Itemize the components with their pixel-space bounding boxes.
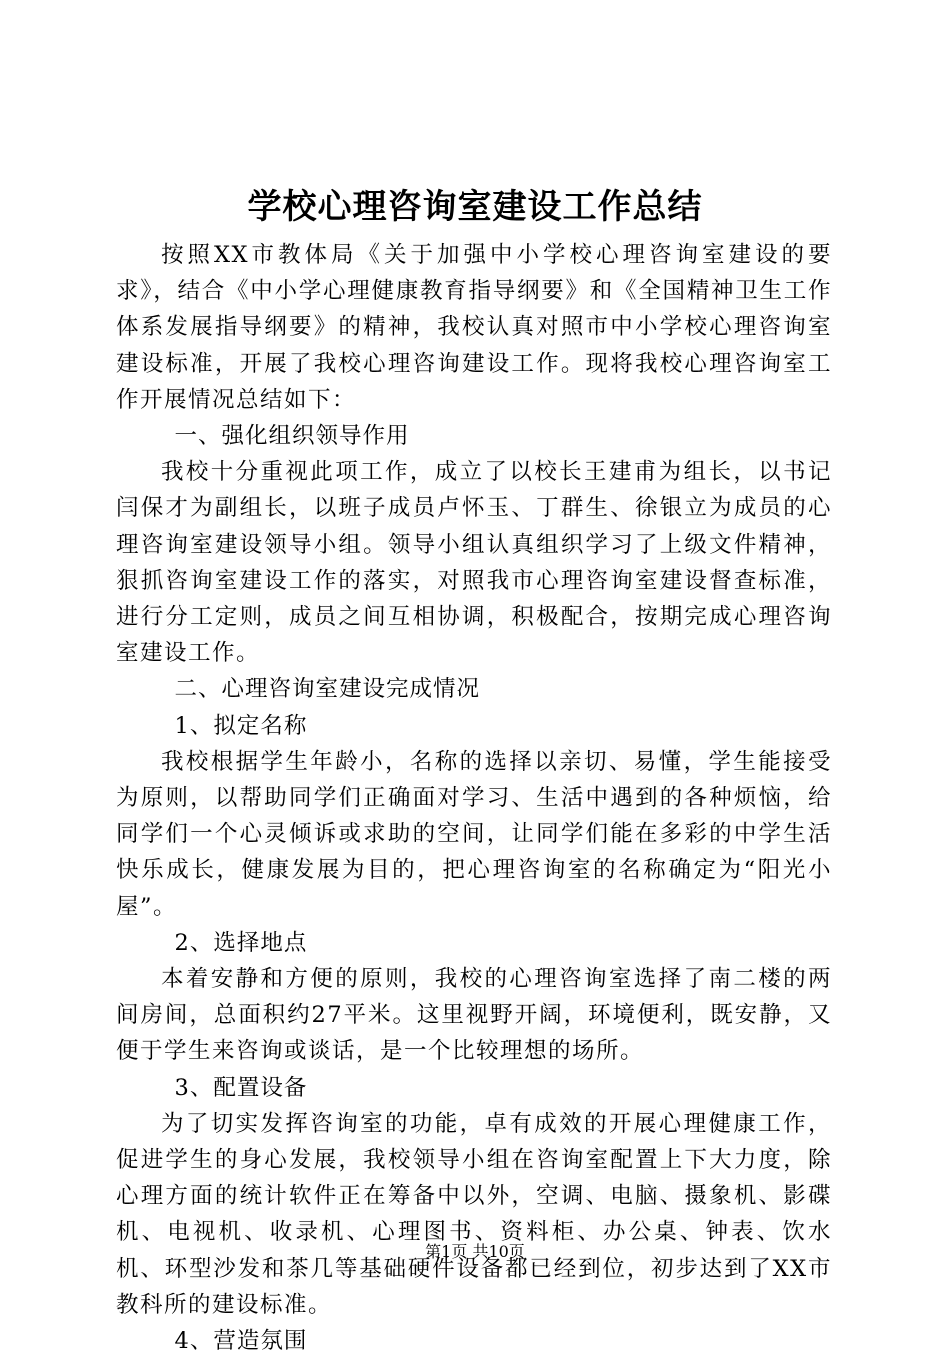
subsection-1-paragraph: 我校根据学生年龄小，名称的选择以亲切、易懂，学生能接受为原则，以帮助同学们正确面对学习、生活中遇到的各种烦恼，给同学们一个心灵倾诉或求助的空间，让同学们能在多彩的中学生活快乐成长，健康发展为目的，把心理咨询室的名称确定为“阳光小屋”。 — [116, 748, 832, 920]
subsection-heading-4: 4、营造氛围 — [174, 1328, 308, 1355]
subsection-heading-1: 1、拟定名称 — [174, 712, 308, 739]
subsection-heading-2: 2、选择地点 — [174, 929, 308, 956]
document-body — [116, 237, 832, 1359]
subsection-2-paragraph: 本着安静和方便的原则，我校的心理咨询室选择了南二楼的两间房间，总面积约27平米。这里视野开阔，环境便利，既安静，又便于学生来咨询或谈话，是一个比较理想的场所。 — [116, 966, 832, 1065]
page-number-footer: 第1页 共10页 — [425, 1242, 525, 1261]
subsection-3-paragraph: 为了切实发挥咨询室的功能，卓有成效的开展心理健康工作，促进学生的身心发展，我校领导小组在咨询室配置上下大力度，除心理方面的统计软件正在筹备中以外，空调、电脑、摄象机、影碟机、电视机、收录机、心理图书、资料柜、办公桌、钟表、饮水机、环型沙发和茶几等基础硬件设备都已经到位，初步达到了XX市教科所的建设标准。 — [116, 1110, 832, 1318]
section-heading-1: 一、强化组织领导作用 — [174, 423, 410, 450]
subsection-heading-3: 3、配置设备 — [174, 1074, 308, 1101]
document-title: 学校心理咨询室建设工作总结 — [247, 187, 703, 227]
section-heading-2: 二、心理咨询室建设完成情况 — [174, 676, 481, 703]
intro-paragraph: 按照XX市教体局《关于加强中小学校心理咨询室建设的要求》，结合《中小学心理健康教育指导纲要》和《全国精神卫生工作体系发展指导纲要》的精神，我校认真对照市中小学校心理咨询室建设标准，开展了我校心理咨询建设工作。现将我校心理咨询室工作开展情况总结如下： — [116, 242, 832, 413]
section-1-paragraph: 我校十分重视此项工作，成立了以校长王建甫为组长，以书记闫保才为副组长，以班子成员卢怀玉、丁群生、徐银立为成员的心理咨询室建设领导小组。领导小组认真组织学习了上级文件精神，狠抓咨询室建设工作的落实，对照我市心理咨询室建设督查标准，进行分工定则，成员之间互相协调，积极配合，按期完成心理咨询室建设工作。 — [116, 459, 832, 667]
